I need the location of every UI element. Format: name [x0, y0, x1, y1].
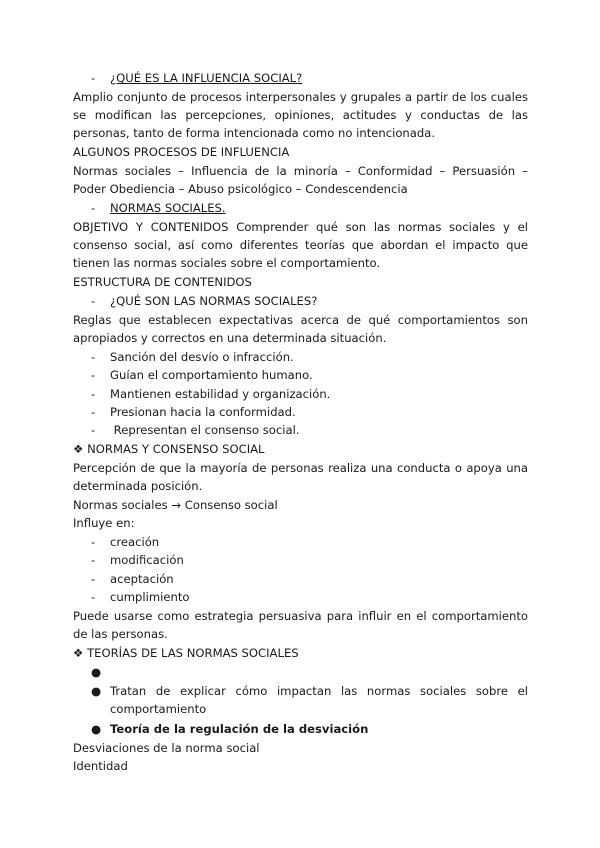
procesos-list-1: Normas sociales – Influencia de la minoría – Conformidad – Persuasión – [73, 164, 528, 178]
influencia-heading: ¿QUÉ ES LA INFLUENCIA SOCIAL? [110, 71, 303, 85]
desviaciones: Desviaciones de la norma social [73, 741, 260, 755]
puede-2: de las personas. [73, 627, 168, 641]
dash-marker: - [91, 405, 96, 419]
influye-item [91, 570, 546, 588]
dash-marker: - [91, 294, 96, 308]
dash-marker: - [91, 590, 96, 604]
dash-marker: - [91, 387, 96, 401]
influencia-def-2: se modifican las percepciones, opiniones, actitudes y conductas de las [73, 108, 528, 122]
diamond-bullet-icon: ❖ [73, 646, 84, 660]
normas-heading: NORMAS SOCIALES. [110, 201, 226, 215]
bullet-icon: ● [91, 684, 102, 698]
procesos-list-2: Poder Obediencia – Abuso psicológico – Condescendencia [73, 182, 408, 196]
que-son-heading: ¿QUÉ SON LAS NORMAS SOCIALES? [110, 294, 318, 308]
dash-marker: - [91, 350, 96, 364]
consenso-heading-line [73, 440, 528, 458]
influencia-def-1: Amplio conjunto de procesos interpersonales y grupales a partir de los cuales [73, 90, 528, 104]
funcion-item [91, 348, 546, 366]
normas-heading-line [91, 199, 546, 217]
bullet-icon: ● [91, 665, 102, 679]
consenso-heading: NORMAS Y CONSENSO SOCIAL [87, 442, 265, 456]
arrow-line: Normas sociales → Consenso social [73, 498, 278, 512]
influye-item [91, 551, 546, 569]
teorias-heading-line [73, 644, 528, 662]
influye-text: creación [110, 535, 160, 549]
teoria-regulacion: Teoría de la regulación de la desviación [110, 722, 369, 736]
teorias-bullet2-1: Tratan de explicar cómo impactan las normas sociales sobre el [110, 684, 528, 698]
objetivo-2: consenso social, así como diferentes teorías que abordan el impacto que [73, 238, 528, 252]
funcion-item [91, 366, 546, 384]
dash-marker: - [91, 71, 96, 85]
influye-text: aceptación [110, 572, 174, 586]
dash-marker: - [91, 368, 96, 382]
influye-text: cumplimiento [110, 590, 190, 604]
funcion-text: Presionan hacia la conformidad. [110, 405, 296, 419]
teorias-heading: TEORÍAS DE LAS NORMAS SOCIALES [87, 646, 299, 660]
percepcion-2: determinada posición. [73, 479, 203, 493]
objetivo-3: tienen las normas sociales sobre el comportamiento. [73, 256, 381, 270]
identidad: Identidad [73, 759, 128, 773]
reglas-2: apropiados y correctos en una determinada situación. [73, 331, 387, 345]
influye-label: Influye en: [73, 516, 135, 530]
dash-marker: - [91, 553, 96, 567]
objetivo-1: OBJETIVO Y CONTENIDOS Comprender qué son las normas sociales y el [73, 220, 528, 234]
funcion-item [91, 385, 546, 403]
dash-marker: - [91, 201, 96, 215]
funcion-item [91, 421, 546, 439]
funcion-text: Mantienen estabilidad y organización. [110, 387, 331, 401]
influye-text: modificación [110, 553, 184, 567]
bullet-icon: ● [91, 722, 102, 736]
influencia-heading-line [91, 69, 546, 87]
que-son-heading-line [91, 292, 546, 310]
reglas-1: Reglas que establecen expectativas acerca de qué comportamientos son [73, 313, 528, 327]
procesos-heading: ALGUNOS PROCESOS DE INFLUENCIA [73, 145, 290, 159]
influye-item [91, 588, 546, 606]
percepcion-1: Percepción de que la mayoría de personas realiza una conducta o apoya una [73, 461, 528, 475]
teorias-bullet2-2: comportamiento [110, 702, 207, 716]
dash-marker: - [91, 535, 96, 549]
funcion-text: Guían el comportamiento humano. [110, 368, 313, 382]
influye-item [91, 533, 546, 551]
funcion-text: Sanción del desvío o infracción. [110, 350, 294, 364]
funcion-text: Representan el consenso social. [110, 423, 300, 437]
diamond-bullet-icon: ❖ [73, 442, 84, 456]
puede-1: Puede usarse como estrategia persuasiva para influir en el comportamiento [73, 609, 528, 623]
dash-marker: - [91, 423, 96, 437]
estructura-heading: ESTRUCTURA DE CONTENIDOS [73, 275, 252, 289]
influencia-def-3: personas, tanto de forma intencionada como no intencionada. [73, 126, 436, 140]
dash-marker: - [91, 572, 96, 586]
funcion-item [91, 403, 546, 421]
